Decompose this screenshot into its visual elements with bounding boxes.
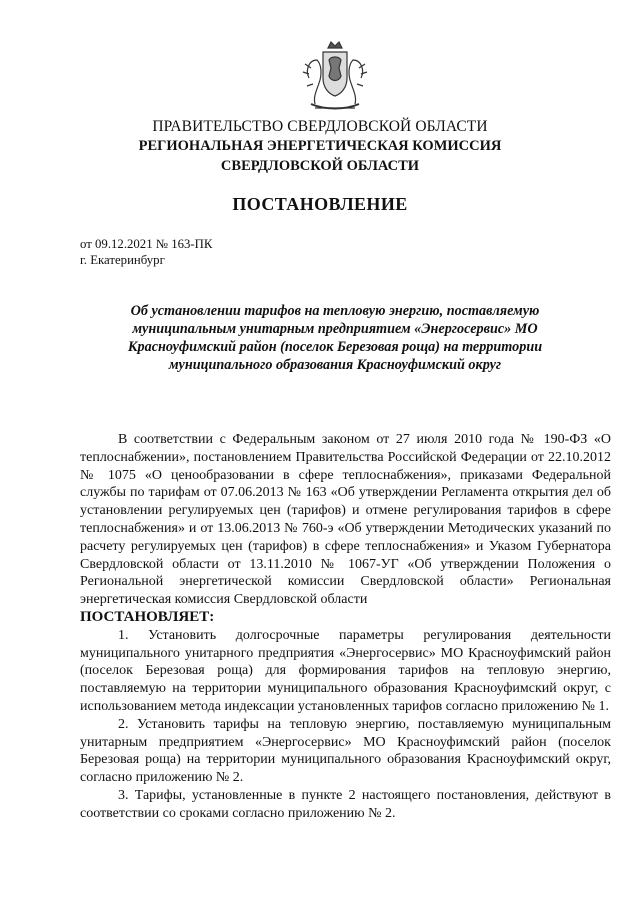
coat-of-arms-emblem bbox=[295, 38, 375, 114]
preamble-paragraph: В соответствии с Федеральным законом от 27 июля 2010 года № 190-ФЗ «О теплоснабжении», постановлением Правительства Российской Федерации от 22.10.2012 № 1075 «О ценообразовании в сфере теплоснабжения», приказами Федеральной службы по тарифам от 07.06.2013 № 163 «Об утверждении Регламента открытия дел об установлении регулируемых цен (тарифов) и отмене регулирования тарифов в сфере теплоснабжения» и от 13.06.2013 № 760-э «Об утверждении Методических указаний по расчету регулируемых цен (тарифов) в сфере теплоснабжения» и Указом Губернатора Свердловской области от 13.11.2010 № 1067-УГ «Об утверждении Положения о Региональной энергетической комиссии Свердловской области» Региональная энергетическая комиссия Свердловской области bbox=[80, 432, 611, 608]
org-title-line1: ПРАВИТЕЛЬСТВО СВЕРДЛОВСКОЙ ОБЛАСТИ bbox=[152, 118, 488, 135]
document-body bbox=[80, 431, 611, 823]
resolution-item-2: 2. Установить тарифы на тепловую энергию, поставляемую муниципальным унитарным предприятием «Энергосервис» МО Красноуфимский район (поселок Березовая роща) на территории муниципального образования Красноуфимский округ, согласно приложению № 2. bbox=[80, 716, 611, 786]
resolution-item-1: 1. Установить долгосрочные параметры регулирования деятельности муниципального унитарного предприятия «Энергосервис» МО Красноуфимский район (поселок Березовая роща) для формирования тарифов на тепловую энергию, поставляемую на территории муниципального образования Красноуфимский округ, с использованием метода индексации установленных тарифов согласно приложению № 1. bbox=[80, 627, 611, 714]
document-date-number: от 09.12.2021 № 163-ПК bbox=[80, 237, 213, 251]
resolution-item-3: 3. Тарифы, установленные в пункте 2 настоящего постановления, действуют в соответствии со сроками согласно приложению № 2. bbox=[80, 787, 611, 821]
document-type-heading: ПОСТАНОВЛЕНИЕ bbox=[232, 194, 408, 214]
org-title-line3: СВЕРДЛОВСКОЙ ОБЛАСТИ bbox=[220, 158, 420, 174]
document-city: г. Екатеринбург bbox=[80, 253, 165, 267]
resolve-heading: ПОСТАНОВЛЯЕТ: bbox=[80, 608, 215, 625]
org-title-line2: РЕГИОНАЛЬНАЯ ЭНЕРГЕТИЧЕСКАЯ КОМИССИЯ bbox=[138, 138, 502, 154]
document-subject: Об установлении тарифов на тепловую энергию, поставляемую муниципальным унитарным предприятием «Энергосервис» МО Красноуфимский район (поселок Березовая роща) на территории муниципального образования Красноуфимский округ bbox=[127, 303, 543, 373]
